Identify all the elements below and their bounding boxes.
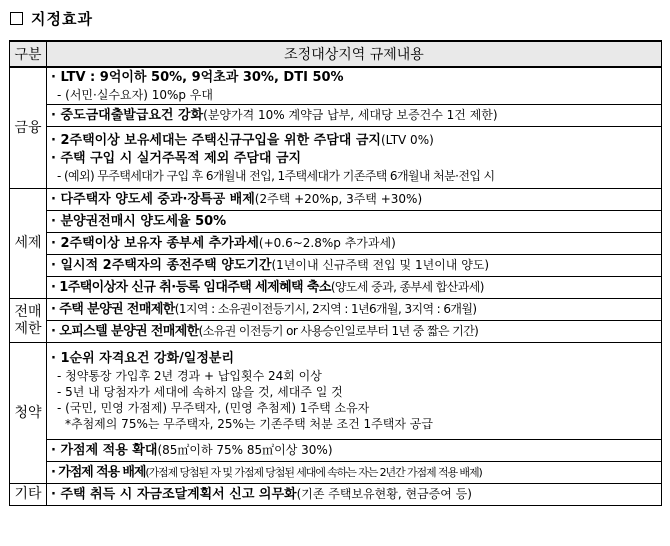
checkbox-empty-icon [10, 12, 23, 25]
tax-presale-title: · 분양권전매시 양도세율 50% [51, 213, 227, 229]
category-tax: 세제 [10, 189, 47, 299]
table-row [10, 127, 662, 189]
subscription-first-sub4: *추첨제의 75%는 무주택자, 25%는 기존주택 처분 조건 1주택자 공급 [65, 417, 433, 431]
category-other: 기타 [10, 484, 47, 506]
subscription-expand-cell [47, 440, 662, 462]
finance-ltv-sub: - (서민·실수요자) 10%p 우대 [57, 88, 213, 102]
finance-ltv-cell [47, 67, 662, 105]
resale-officetel-detail: (소유권 이전등기 or 사용승인일로부터 1년 중 짧은 기간) [198, 324, 479, 338]
tax-comprehensive-detail: (+0.6~2.8%p 추가과세) [258, 236, 396, 250]
table-row [10, 277, 662, 299]
table-row [10, 105, 662, 127]
other-funding-cell [47, 484, 662, 506]
subscription-first-sub3: - (국민, 민영 가점제) 무주택자, (민영 추첨제) 1주택 소유자 [57, 401, 370, 415]
tax-transfer-cell [47, 189, 662, 211]
tax-temporary-title: · 일시적 2주택자의 종전주택 양도기간 [51, 258, 272, 273]
subscription-exclude-title: · 가점제 적용 배제 [51, 465, 146, 480]
table-row [10, 343, 662, 440]
finance-residence-title: · 주택 구입 시 실거주목적 제외 주담대 금지 [51, 151, 302, 166]
tax-transfer-detail: (2주택 +20%p, 3주택 +30%) [254, 192, 423, 206]
header-category: 구분 [10, 41, 47, 67]
finance-midloan-detail: (분양가격 10% 계약금 납부, 세대당 보증건수 1건 제한) [203, 108, 498, 122]
subscription-exclude-detail: (가점제 당첨된 자 및 가점제 당첨된 세대에 속하는 자는 2년간 가점제 적용 배제) [145, 466, 482, 479]
tax-temporary-detail: (1년이내 신규주택 전입 및 1년이내 양도) [271, 258, 490, 272]
table-row [10, 189, 662, 211]
subscription-first-title: · 1순위 자격요건 강화/일정분리 [51, 351, 235, 366]
finance-residence-sub: - (예외) 무주택세대가 구입 후 6개월내 전입, 1주택세대가 기존주택 6개월내 처분·전입 시 [57, 169, 495, 183]
section-title-text: 지정효과 [31, 9, 93, 28]
category-resale-line2: 제한 [14, 320, 42, 337]
subscription-first-sub1: - 청약통장 가입후 2년 경과 + 납입횟수 24회 이상 [57, 369, 322, 383]
table-row [10, 233, 662, 255]
table-row [10, 211, 662, 233]
category-subscription: 청약 [10, 343, 47, 484]
table-header-row [10, 41, 662, 67]
subscription-expand-title: · 가점제 적용 확대 [51, 443, 158, 458]
finance-midloan-title: · 중도금대출발급요건 강화 [51, 108, 204, 123]
section-title [10, 5, 93, 31]
tax-presale-cell [47, 211, 662, 233]
tax-rental-detail: (양도세 중과, 종부세 합산과세) [330, 280, 484, 294]
finance-mortgage-title: · 2주택이상 보유세대는 주택신규구입을 위한 주담대 금지 [51, 133, 381, 148]
table-row [10, 462, 662, 484]
finance-mortgage-cell [47, 127, 662, 189]
finance-midloan-cell [47, 105, 662, 127]
category-finance: 금융 [10, 67, 47, 189]
tax-rental-title: · 1주택이상자 신규 취·등록 임대주택 세제혜택 축소 [51, 280, 331, 295]
category-resale-line1: 전매 [14, 303, 42, 320]
resale-housing-cell [47, 299, 662, 321]
tax-rental-cell [47, 277, 662, 299]
finance-mortgage-detail: (LTV 0%) [380, 133, 434, 147]
header-content: 조정대상지역 규제내용 [47, 41, 662, 67]
table-row [10, 67, 662, 105]
subscription-expand-detail: (85㎡이하 75% 85㎡이상 30%) [157, 443, 333, 457]
tax-comprehensive-cell [47, 233, 662, 255]
subscription-exclude-cell [47, 462, 662, 484]
regulation-table [9, 40, 662, 506]
other-funding-detail: (기존 주택보유현황, 현금증여 등) [296, 487, 472, 501]
other-funding-title: · 주택 취득 시 자금조달계획서 신고 의무화 [51, 487, 297, 502]
tax-temporary-cell [47, 255, 662, 277]
table-row [10, 440, 662, 462]
table-row [10, 484, 662, 506]
category-resale [10, 299, 47, 343]
resale-officetel-cell [47, 321, 662, 343]
table-row [10, 299, 662, 321]
subscription-first-cell [47, 343, 662, 440]
table-row [10, 321, 662, 343]
tax-transfer-title: · 다주택자 양도세 중과·장특공 배제 [51, 192, 255, 207]
table-row [10, 255, 662, 277]
resale-housing-detail: (1지역 : 소유권이전등기시, 2지역 : 1년6개월, 3지역 : 6개월) [174, 302, 477, 316]
subscription-first-sub2: - 5년 내 당첨자가 세대에 속하지 않을 것, 세대주 일 것 [57, 385, 343, 399]
tax-comprehensive-title: · 2주택이상 보유자 종부세 추가과세 [51, 236, 259, 251]
finance-ltv-text: · LTV : 9억이하 50%, 9억초과 30%, DTI 50% [51, 70, 344, 85]
resale-officetel-title: · 오피스텔 분양권 전매제한 [51, 324, 199, 339]
resale-housing-title: · 주택 분양권 전매제한 [51, 302, 175, 317]
